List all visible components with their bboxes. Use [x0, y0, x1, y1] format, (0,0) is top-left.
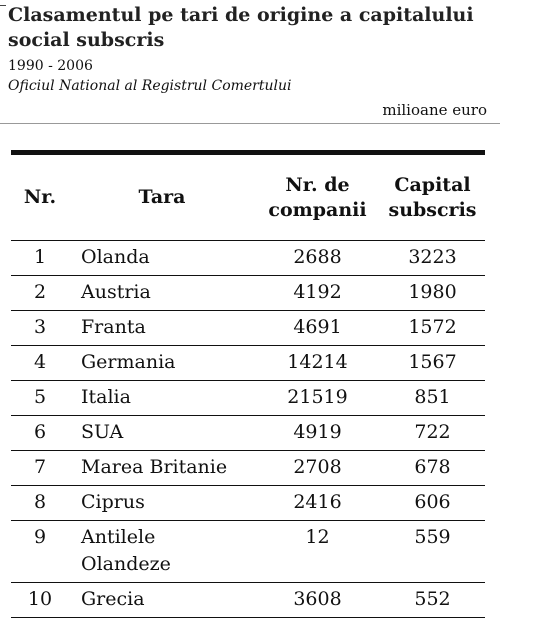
cell-nr: 2	[11, 276, 69, 311]
cell-capital: 552	[380, 583, 485, 618]
table-header-row	[11, 155, 485, 241]
table-row	[11, 346, 485, 381]
cell-tara: Italia	[69, 381, 255, 416]
header-companii-line2: companii	[268, 198, 367, 221]
header-capital-line2: subscris	[388, 198, 477, 221]
cell-companii: 4919	[255, 416, 380, 451]
cell-nr: 7	[11, 451, 69, 486]
cell-tara: Olanda	[69, 241, 255, 276]
cell-companii: 12	[255, 521, 380, 583]
cell-tara: Marea Britanie	[69, 451, 255, 486]
table-row	[11, 381, 485, 416]
title-line-1: Clasamentul pe tari de origine a capitalului	[8, 4, 474, 26]
cell-nr: 4	[11, 346, 69, 381]
cell-companii: 3608	[255, 583, 380, 618]
cell-capital: 559	[380, 521, 485, 583]
cell-tara: Austria	[69, 276, 255, 311]
cell-capital: 678	[380, 451, 485, 486]
cell-capital: 606	[380, 486, 485, 521]
cell-capital: 1980	[380, 276, 485, 311]
cell-tara-line1: Antilele	[81, 526, 156, 548]
cell-capital: 1567	[380, 346, 485, 381]
table-row	[11, 416, 485, 451]
corner-mark	[0, 5, 6, 6]
table-row	[11, 276, 485, 311]
ranking-table	[11, 155, 485, 618]
table-row	[11, 451, 485, 486]
period-text: 1990 - 2006	[8, 58, 93, 74]
cell-capital: 3223	[380, 241, 485, 276]
table-row	[11, 486, 485, 521]
header-capital-line1: Capital	[394, 173, 471, 196]
header-companii-line1: Nr. de	[285, 173, 350, 196]
cell-tara: Ciprus	[69, 486, 255, 521]
title-line-2: social subscris	[8, 29, 165, 51]
cell-companii: 21519	[255, 381, 380, 416]
header-capital	[380, 155, 485, 241]
cell-capital: 1572	[380, 311, 485, 346]
cell-nr: 1	[11, 241, 69, 276]
page-title	[8, 3, 508, 53]
cell-nr: 3	[11, 311, 69, 346]
header-nr: Nr.	[11, 155, 69, 241]
ranking-table-container	[11, 150, 485, 618]
cell-nr: 9	[11, 521, 69, 583]
header-tara: Tara	[69, 155, 255, 241]
cell-companii: 2688	[255, 241, 380, 276]
source-text: Oficiul National al Registrul Comertului	[8, 78, 292, 94]
cell-tara-line2: Olandeze	[81, 553, 171, 575]
cell-companii: 4691	[255, 311, 380, 346]
table-row	[11, 583, 485, 618]
cell-nr: 5	[11, 381, 69, 416]
top-divider	[0, 123, 500, 124]
cell-companii: 2416	[255, 486, 380, 521]
header-companii	[255, 155, 380, 241]
cell-companii: 2708	[255, 451, 380, 486]
table-row	[11, 521, 485, 583]
cell-companii: 4192	[255, 276, 380, 311]
table-row	[11, 311, 485, 346]
cell-tara: Germania	[69, 346, 255, 381]
cell-capital: 722	[380, 416, 485, 451]
cell-companii: 14214	[255, 346, 380, 381]
unit-label: milioane euro	[382, 101, 487, 119]
cell-nr: 8	[11, 486, 69, 521]
cell-tara: SUA	[69, 416, 255, 451]
cell-tara: Grecia	[69, 583, 255, 618]
cell-capital: 851	[380, 381, 485, 416]
cell-tara	[69, 521, 255, 583]
cell-nr: 10	[11, 583, 69, 618]
table-row	[11, 241, 485, 276]
cell-tara: Franta	[69, 311, 255, 346]
cell-nr: 6	[11, 416, 69, 451]
